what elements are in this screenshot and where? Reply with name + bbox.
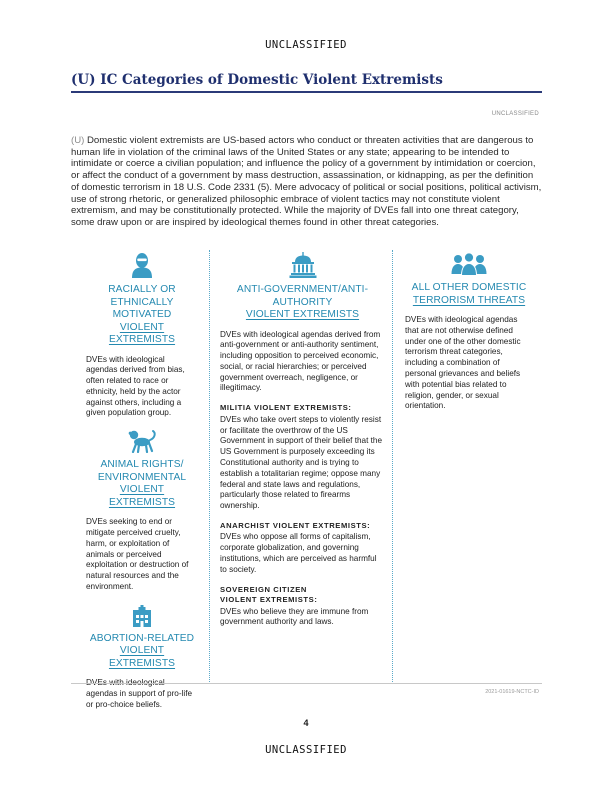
heading-line: ANIMAL RIGHTS/	[100, 459, 184, 471]
subsection-description: DVEs who believe they are immune from government authority and laws.	[220, 606, 369, 627]
category-all-other	[405, 252, 533, 412]
subsection-militia	[220, 403, 385, 512]
capitol-icon	[289, 252, 317, 278]
category-heading	[86, 284, 198, 347]
category-heading	[86, 459, 198, 509]
category-abortion-related	[86, 605, 198, 711]
classification-marking-bottom: UNCLASSIFIED	[265, 744, 347, 756]
subsection-heading-line: VIOLENT EXTREMISTS:	[220, 595, 318, 605]
masked-person-icon	[130, 252, 154, 278]
category-animal-rights	[86, 429, 198, 593]
subsection-description: DVEs who oppose all forms of capitalism, corporate globalization, and governing institutions, which are perceived as harmful to society.	[220, 532, 377, 574]
column-left	[86, 252, 198, 711]
page-number: 4	[303, 718, 309, 728]
intro-classification-prefix: (U)	[71, 135, 85, 146]
group-of-people-icon	[451, 252, 487, 276]
category-description: agendas in support of pro-life or pro-choice beliefs.	[86, 689, 193, 709]
heading-line: RACIALLY OR	[108, 284, 176, 295]
figure-bottom-rule	[71, 683, 542, 684]
page-title: (U) IC Categories of Domestic Violent Extremists	[71, 72, 443, 88]
subsection-heading-line: ANARCHIST VIOLENT EXTREMISTS:	[220, 520, 371, 530]
subsection-heading-line: MILITIA VIOLENT EXTREMISTS:	[220, 403, 352, 413]
column-divider-right	[392, 250, 393, 682]
column-middle	[220, 252, 385, 628]
intro-text: Domestic violent extremists are US-based actors who conduct or threaten activities that are dangerous to human life in violation of the criminal laws of the United States or any state; appearing to be intended to intimidate or coerce a civilian population; and influence the policy of a government by intimidation or coercion, or affect the conduct of a government by mass destruction, assassination, or kidnapping, as per the definition of domestic terrorism in 18 U.S. Code 2331 (5). Mere advocacy of political or social positions, political activism, use of strong rhetoric, or generalized philosophic embrace of violent tactics may not constitute violent extremism, and may be constitutionally protected. While the majority of DVEs fall into one threat category, some draw upon or are inspired by ideological themes found in other threat categories.	[71, 135, 542, 228]
column-divider-left	[209, 250, 210, 682]
heading-line: VIOLENT EXTREMISTS	[108, 484, 176, 508]
category-anti-government	[220, 252, 385, 322]
subsection-heading	[220, 521, 385, 532]
heading-line: VIOLENT EXTREMISTS	[108, 645, 176, 669]
heading-line: VIOLENT EXTREMISTS	[108, 321, 176, 345]
subsection-description: DVEs who take overt steps to violently resist or facilitate the overthrow of the US Government in support of their belief that the US Government is purposely exceeding its Constitutional authority and is trying to establish a totalitarian regime; oppose many federal and state laws and regulations, particularly those related to firearms ownership.	[220, 414, 383, 511]
subsection-anarchist	[220, 521, 385, 576]
heading-line: VIOLENT EXTREMISTS	[245, 309, 360, 320]
category-heading	[86, 633, 198, 671]
heading-line: TERRORISM THREATS	[412, 294, 526, 306]
column-right	[405, 252, 533, 412]
heading-line: ENVIRONMENTAL	[97, 471, 187, 483]
subsection-heading	[220, 403, 385, 414]
title-rule	[71, 91, 542, 93]
category-description: DVEs with ideological agendas derived from anti-government or anti-authority sentiment, including opposition to perceived economic, social, or racial hierarchies; or perceived government overreach, negligence, or illegitimacy.	[220, 329, 381, 393]
heading-line: ETHNICALLY MOTIVATED	[110, 296, 174, 320]
figure-classification: UNCLASSIFIED	[491, 111, 539, 117]
heading-line: ALL OTHER DOMESTIC	[411, 282, 527, 293]
classification-marking-top: UNCLASSIFIED	[265, 39, 347, 51]
category-description: DVEs with ideological agendas derived from bias, often related to race or ethnicity, held by the actor against others, including a given population group.	[86, 354, 185, 418]
heading-line: ANTI-GOVERNMENT/ANTI-AUTHORITY	[236, 284, 369, 308]
category-description: DVEs seeking to end or mitigate perceived cruelty, harm, or exploitation of animals or perceived exploitation or destruction of natural resources and the environment.	[86, 517, 189, 592]
intro-paragraph	[71, 135, 543, 229]
hospital-icon	[132, 605, 152, 627]
category-racially-motivated	[86, 252, 198, 419]
subsection-heading	[220, 585, 385, 606]
figure-id: 2021-01619-NCTC-ID	[485, 689, 539, 695]
category-heading	[220, 284, 385, 322]
subsection-sovereign-citizen	[220, 585, 385, 629]
monkey-icon	[127, 429, 157, 453]
category-heading	[405, 282, 533, 307]
heading-line: ABORTION-RELATED	[89, 632, 195, 644]
subsection-heading-line: SOVEREIGN CITIZEN	[220, 584, 307, 594]
category-description: DVEs with ideological agendas that are not otherwise defined under one of the other domestic terrorism threat categories, including a combination of personal grievances and beliefs with potential bias related to religion, gender, or sexual orientation.	[405, 315, 521, 411]
